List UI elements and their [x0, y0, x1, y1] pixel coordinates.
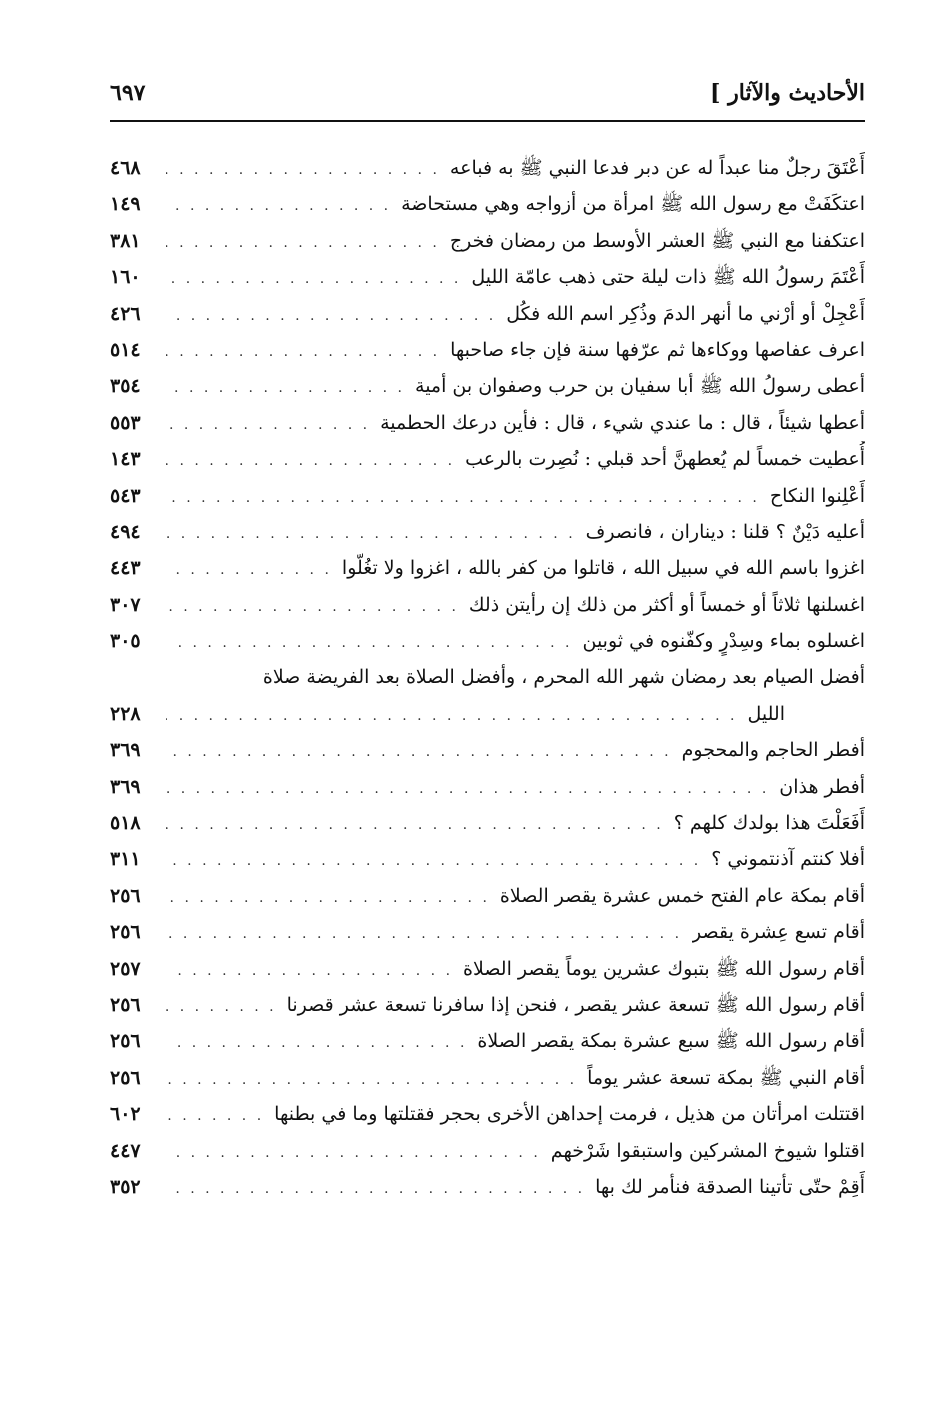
entry-text: أقام النبي ﷺ بمكة تسعة عشر يوماً [587, 1066, 865, 1089]
entry-text: أقام رسول الله ﷺ بتبوك عشرين يوماً يقصر الصلاة [463, 957, 865, 980]
leader-dots [166, 734, 672, 770]
entry-page-number: ٣٥٢ [110, 1175, 141, 1198]
entry-text: أعطى رسولُ الله ﷺ أبا سفيان بن حرب وصفوان بن أمية [415, 375, 865, 398]
index-entry [110, 841, 865, 877]
leader-dots [166, 152, 440, 188]
index-entry [110, 550, 865, 586]
entry-text: أَعْلِنوا النكاح [769, 484, 865, 507]
entry-text: أفطر الحاجم والمحجوم [681, 739, 865, 762]
leader-dots [166, 771, 769, 807]
index-entry [110, 696, 865, 732]
index-entry [110, 1133, 865, 1169]
entry-page-number: ٥٥٣ [110, 411, 141, 434]
entry-page-number: ٣٠٥ [110, 630, 141, 653]
leader-dots [166, 407, 370, 443]
entry-text: أعطها شيئاً ، قال : ما عندي شيء ، قال : فأين درعك الحطمية [380, 411, 865, 434]
page-number: ٦٩٧ [110, 80, 146, 106]
entry-text: اعتكفنا مع النبي ﷺ العشر الأوسط من رمضان فخرج [449, 229, 865, 252]
index-entry [110, 951, 865, 987]
index-entry [110, 441, 865, 477]
index-entry [110, 478, 865, 514]
index-entry [110, 805, 865, 841]
leader-dots [166, 880, 490, 916]
leader-dots [166, 989, 277, 1025]
entry-page-number: ٤٤٣ [110, 557, 141, 580]
index-page [110, 70, 865, 1205]
leader-dots [166, 698, 738, 734]
index-entry [110, 1169, 865, 1205]
leader-dots [166, 516, 576, 552]
entry-text: أَعْتَقَ رجلٌ منا عبداً له عن دبر فدعا النبي ﷺ به فباعه [449, 157, 865, 179]
leader-dots [166, 1025, 467, 1061]
index-entry [110, 987, 865, 1023]
entry-page-number: ٣٦٩ [110, 739, 141, 762]
entry-text: أقام بمكة عام الفتح خمس عشرة يقصر الصلاة [499, 884, 865, 907]
entry-text: أُعطيت خمساً لم يُعطهنَّ أحد قبلي : نُصِرت بالرعب [465, 448, 865, 471]
leader-dots [166, 334, 440, 370]
entry-page-number: ٣٠٧ [110, 593, 141, 616]
index-entry [110, 1060, 865, 1096]
leader-dots [166, 225, 440, 261]
entry-text: أقام تسع عِشرة يقصر [692, 921, 865, 944]
leader-dots [166, 261, 461, 297]
entry-page-number: ١٤٣ [110, 448, 141, 471]
running-title: الأحاديث والآثار ] [710, 80, 865, 106]
leader-dots [166, 480, 760, 516]
entry-text: الليل [747, 702, 785, 725]
entry-page-number: ٤٩٤ [110, 520, 141, 543]
entry-page-number: ٦٠٢ [110, 1103, 141, 1126]
entry-page-number: ٤٢٦ [110, 302, 141, 325]
leader-dots [166, 443, 455, 479]
entry-text: اغسلوه بماء وسِدْرٍ وكفّنوه في ثوبين [582, 630, 865, 653]
leader-dots [166, 807, 664, 843]
entry-page-number: ٤٦٨ [110, 157, 141, 179]
entry-text: أفضل الصيام بعد رمضان شهر الله المحرم ، وأفضل الصلاة بعد الفريضة صلاة [262, 666, 865, 689]
index-entry [110, 769, 865, 805]
leader-dots [166, 188, 391, 224]
index-entry [110, 332, 865, 368]
page-header [110, 70, 865, 116]
entry-text: اعتكَفَتْ مع رسول الله ﷺ امرأة من أزواجه وهي مستحاضة [401, 193, 865, 216]
leader-dots [166, 916, 682, 952]
entry-text: اقتتلت امرأتان من هذيل ، فرمت إحداهن الأخرى بحجر فقتلتها وما في بطنها [274, 1103, 865, 1126]
entry-text: أَفَعَلْتَ هذا بولدك كلهم ؟ [673, 812, 865, 835]
leader-dots [166, 589, 459, 625]
index-entry [110, 296, 865, 332]
entry-text: أَعْتَمَ رسولُ الله ﷺ ذات ليلة حتى ذهب عامّة الليل [471, 266, 865, 289]
index-entry [110, 623, 865, 659]
leader-dots [166, 1062, 577, 1098]
entry-page-number: ٢٥٦ [110, 993, 141, 1016]
index-entry [110, 150, 865, 186]
entry-page-number: ٢٢٨ [110, 702, 141, 725]
entry-page-number: ٣٥٤ [110, 375, 141, 398]
index-entry [110, 186, 865, 222]
entry-page-number: ٢٥٦ [110, 921, 141, 944]
index-entry [110, 1096, 865, 1132]
entry-page-number: ٣٨١ [110, 229, 141, 252]
entry-page-number: ١٤٩ [110, 193, 141, 216]
leader-dots [166, 298, 496, 334]
leader-dots [166, 370, 405, 406]
entry-page-number: ٣٦٩ [110, 775, 141, 798]
entry-page-number: ٥١٤ [110, 338, 141, 361]
entry-text: اغسلنها ثلاثاً أو خمساً أو أكثر من ذلك إن رأيتن ذلك [468, 593, 865, 616]
entry-page-number: ٤٤٧ [110, 1139, 141, 1162]
index-entry [110, 878, 865, 914]
entry-page-number: ٢٥٧ [110, 957, 141, 980]
index-entry [110, 914, 865, 950]
entry-page-number: ٢٥٦ [110, 1066, 141, 1089]
leader-dots [166, 1135, 541, 1171]
entry-page-number: ٥٤٣ [110, 484, 141, 507]
entry-text: أقام رسول الله ﷺ سبع عشرة بمكة يقصر الصلاة [477, 1030, 865, 1053]
header-rule [110, 120, 865, 122]
entry-text: اغزوا باسم الله في سبيل الله ، قاتلوا من كفر بالله ، اغزوا ولا تغُلّوا [341, 557, 865, 580]
leader-dots [166, 552, 332, 588]
leader-dots [166, 953, 453, 989]
index-entries [110, 150, 865, 1205]
entry-text: أعليه دَيْنٌ ؟ قلنا : ديناران ، فانصرف [585, 520, 865, 543]
index-entry [110, 259, 865, 295]
index-entry [110, 514, 865, 550]
entry-text: أفلا كنتم آذنتموني ؟ [711, 848, 865, 871]
leader-dots [166, 1098, 264, 1134]
index-entry [110, 587, 865, 623]
entry-text: اعرف عفاصها ووكاءها ثم عرّفها سنة فإن جاء صاحبها [450, 338, 865, 361]
leader-dots [166, 625, 572, 661]
entry-page-number: ٥١٨ [110, 812, 141, 835]
entry-text: أفطر هذان [779, 775, 865, 798]
leader-dots [166, 1171, 585, 1207]
index-entry [110, 659, 865, 695]
entry-text: اقتلوا شيوخ المشركين واستبقوا شَرْخهم [550, 1139, 865, 1162]
entry-text: أقام رسول الله ﷺ تسعة عشر يقصر ، فنحن إذا سافرنا تسعة عشر قصرنا [286, 993, 865, 1016]
entry-page-number: ٢٥٦ [110, 884, 141, 907]
entry-text: أَقِمْ حتّى تأتينا الصدقة فنأمر لك بها [595, 1175, 865, 1198]
index-entry [110, 405, 865, 441]
leader-dots [166, 843, 701, 879]
entry-text: أَعْجِلْ أو أرْني ما أنهر الدمَ وذُكِر اسم الله فكُل [506, 302, 865, 325]
index-entry [110, 732, 865, 768]
entry-page-number: ١٦٠ [110, 266, 141, 289]
entry-page-number: ٣١١ [110, 848, 141, 871]
index-entry [110, 223, 865, 259]
index-entry [110, 368, 865, 404]
entry-page-number: ٢٥٦ [110, 1030, 141, 1053]
index-entry [110, 1023, 865, 1059]
